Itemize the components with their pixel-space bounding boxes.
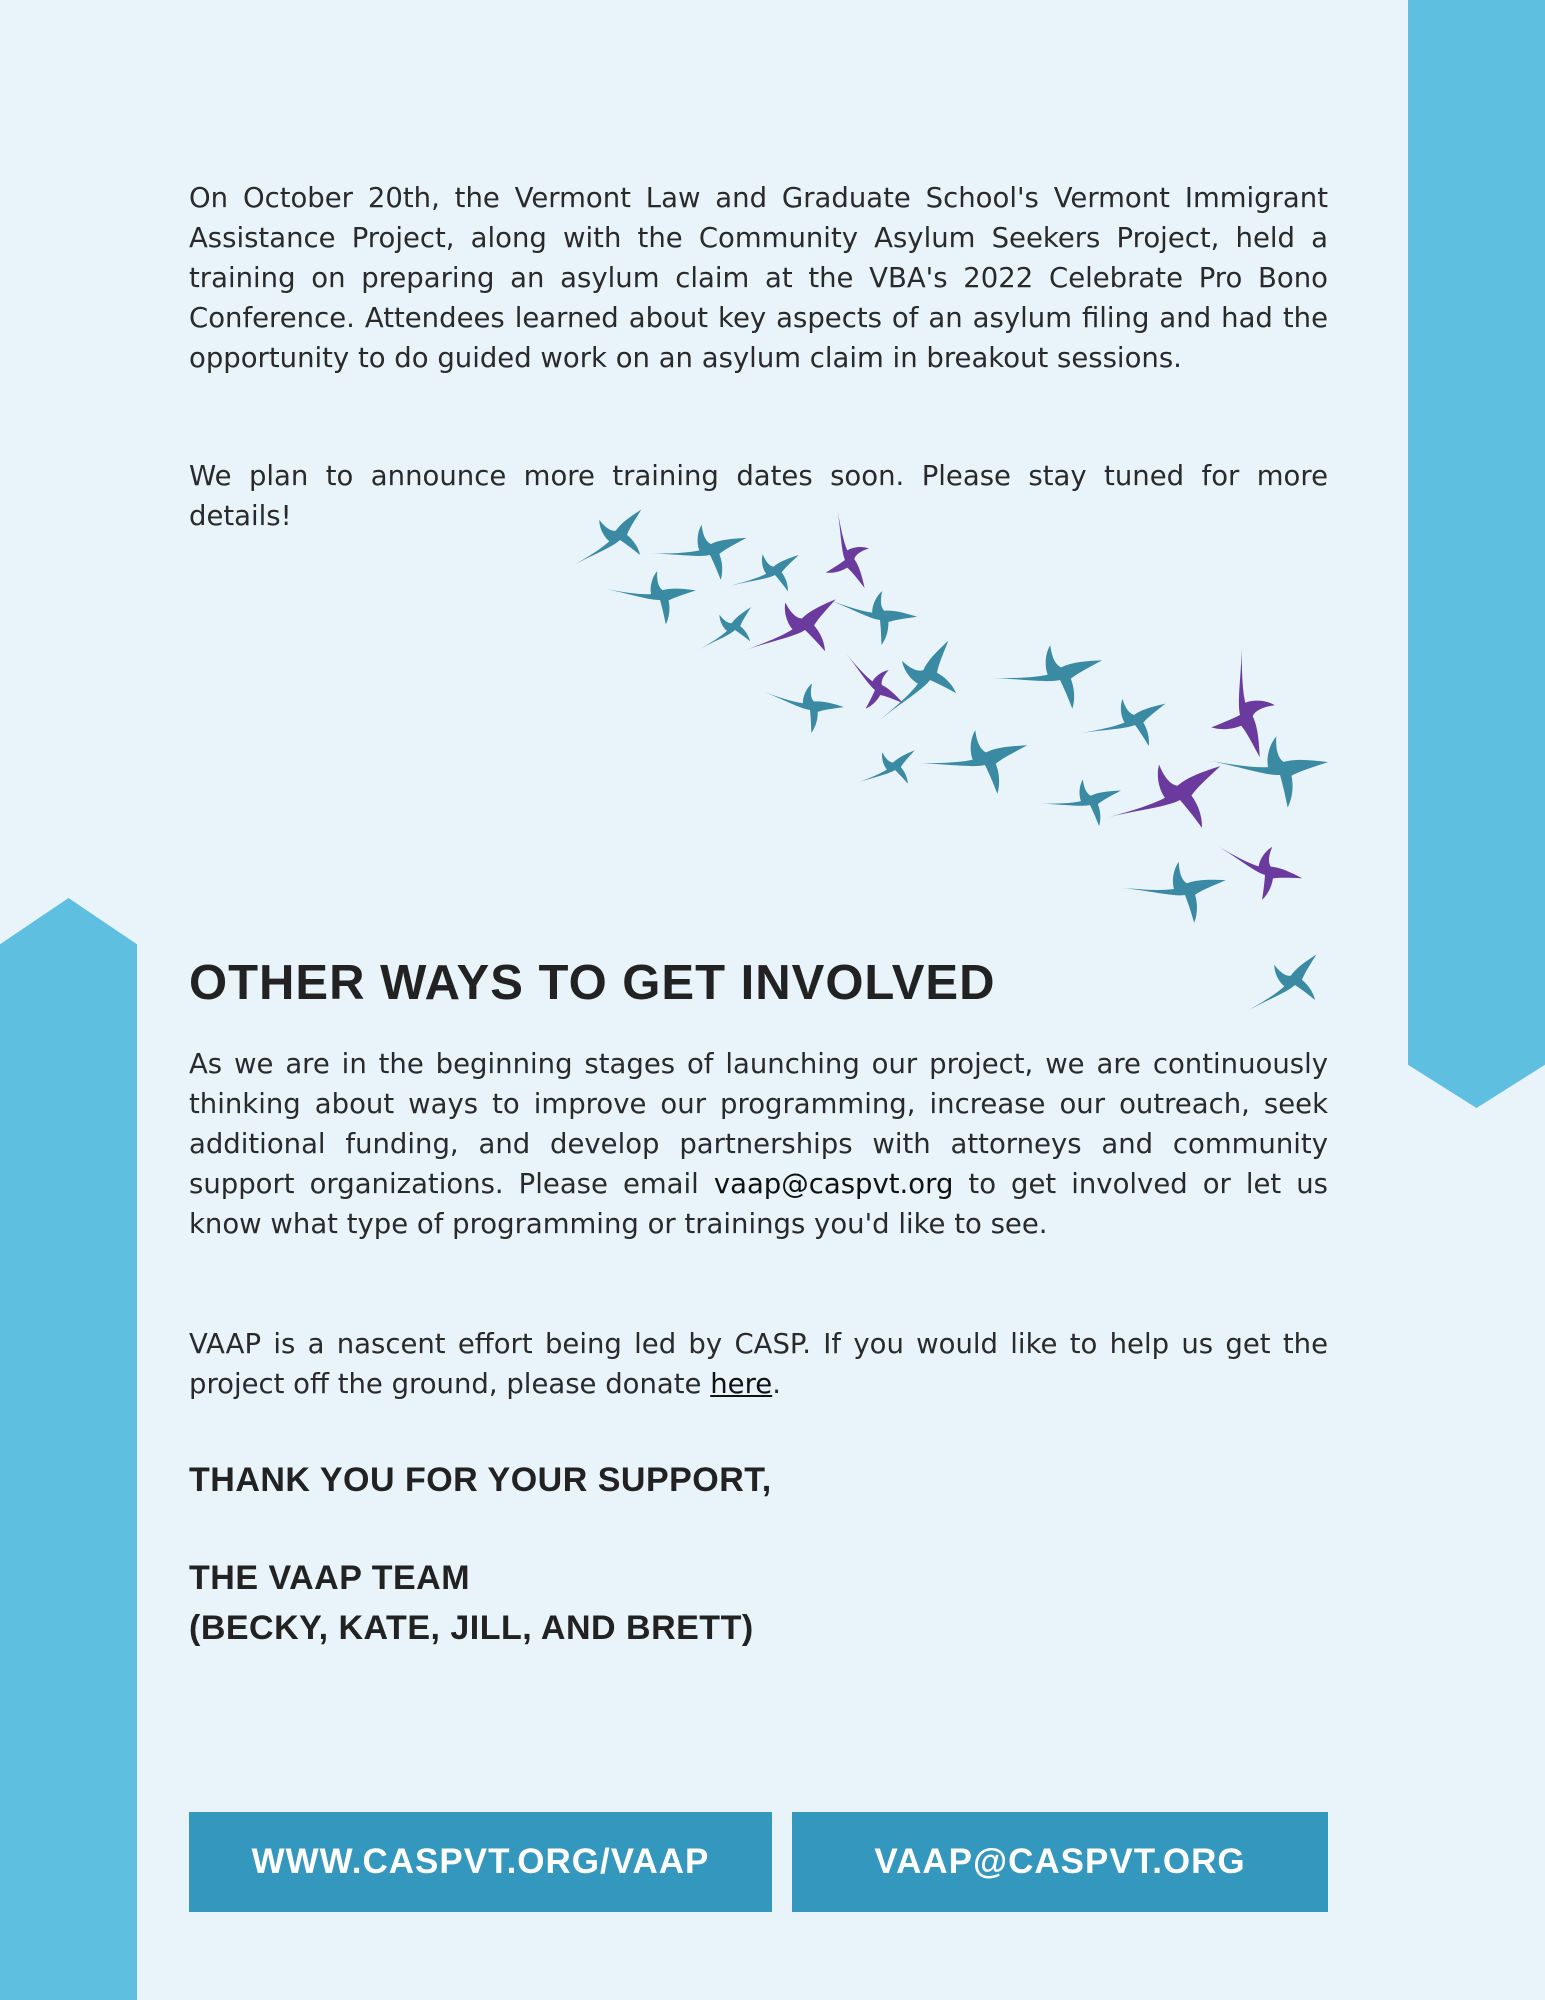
bird-icon (1081, 674, 1176, 771)
bird-icon (1122, 837, 1236, 946)
website-button[interactable]: WWW.CASPVT.ORG/VAAP (189, 1812, 772, 1912)
bird-icon (1040, 759, 1129, 846)
teal-birds (572, 494, 1337, 1032)
intro-paragraph: On October 20th, the Vermont Law and Graduate School's Vermont Immigrant Assistance Project, along with the Community Asylum Seekers Project, held a training on preparing an asylum claim at the VBA's 2022 Celebrate Pro Bono Conference. Attendees learned about key aspects of an asylum filing and had the opportunity to do guided work on an asylum claim in breakout sessions. (189, 182, 1328, 374)
left-banner-decoration (0, 898, 137, 2000)
announcement-paragraph: We plan to announce more training dates soon. Please stay tuned for more details! (189, 460, 1328, 532)
inline-email[interactable]: vaap@caspvt.org (713, 1168, 954, 1200)
donate-paragraph (189, 1324, 1328, 1404)
donate-text-start: VAAP is a nascent effort being led by CASP. If you would like to help us get the project off the ground, please donate (189, 1328, 1328, 1400)
team-line: THE VAAP TEAM (189, 1559, 471, 1597)
bird-icon (992, 617, 1114, 736)
bird-icon (829, 574, 922, 657)
bird-icon (764, 668, 849, 744)
bird-icon (1219, 833, 1305, 905)
right-banner-decoration (1408, 0, 1545, 1108)
bird-icon (1247, 939, 1330, 1032)
bird-icon (1105, 729, 1237, 867)
donate-link[interactable]: here (710, 1368, 773, 1400)
bird-icon (699, 595, 761, 665)
donate-text-end: . (772, 1368, 781, 1400)
bird-icon (731, 533, 809, 614)
get-involved-text-end: to get involved or let us know what type of programming or trainings you'd like to see. (189, 1168, 1328, 1240)
bird-icon (1184, 647, 1303, 769)
other-ways-heading: OTHER WAYS TO GET INVOLVED (189, 956, 996, 1010)
team-names-line: (BECKY, KATE, JILL, AND BRETT) (189, 1609, 754, 1647)
bird-icon (745, 573, 850, 686)
email-button[interactable]: VAAP@CASPVT.ORG (792, 1812, 1328, 1912)
bird-icon (607, 551, 704, 641)
bird-icon (917, 702, 1039, 821)
bird-icon (880, 631, 964, 731)
bird-icon (1209, 709, 1338, 829)
bird-icon (856, 733, 924, 805)
bird-icon (838, 655, 910, 715)
purple-birds (745, 511, 1305, 906)
get-involved-paragraph (189, 1044, 1328, 1244)
get-involved-text-start: As we are in the beginning stages of launching our project, we are continuously thinking about ways to improve our programming, increase our outreach, seek additional funding, and develop partnerships with attorneys and community support organizations. Please email (189, 1048, 1328, 1200)
thank-you-line: THANK YOU FOR YOUR SUPPORT, (189, 1461, 772, 1499)
